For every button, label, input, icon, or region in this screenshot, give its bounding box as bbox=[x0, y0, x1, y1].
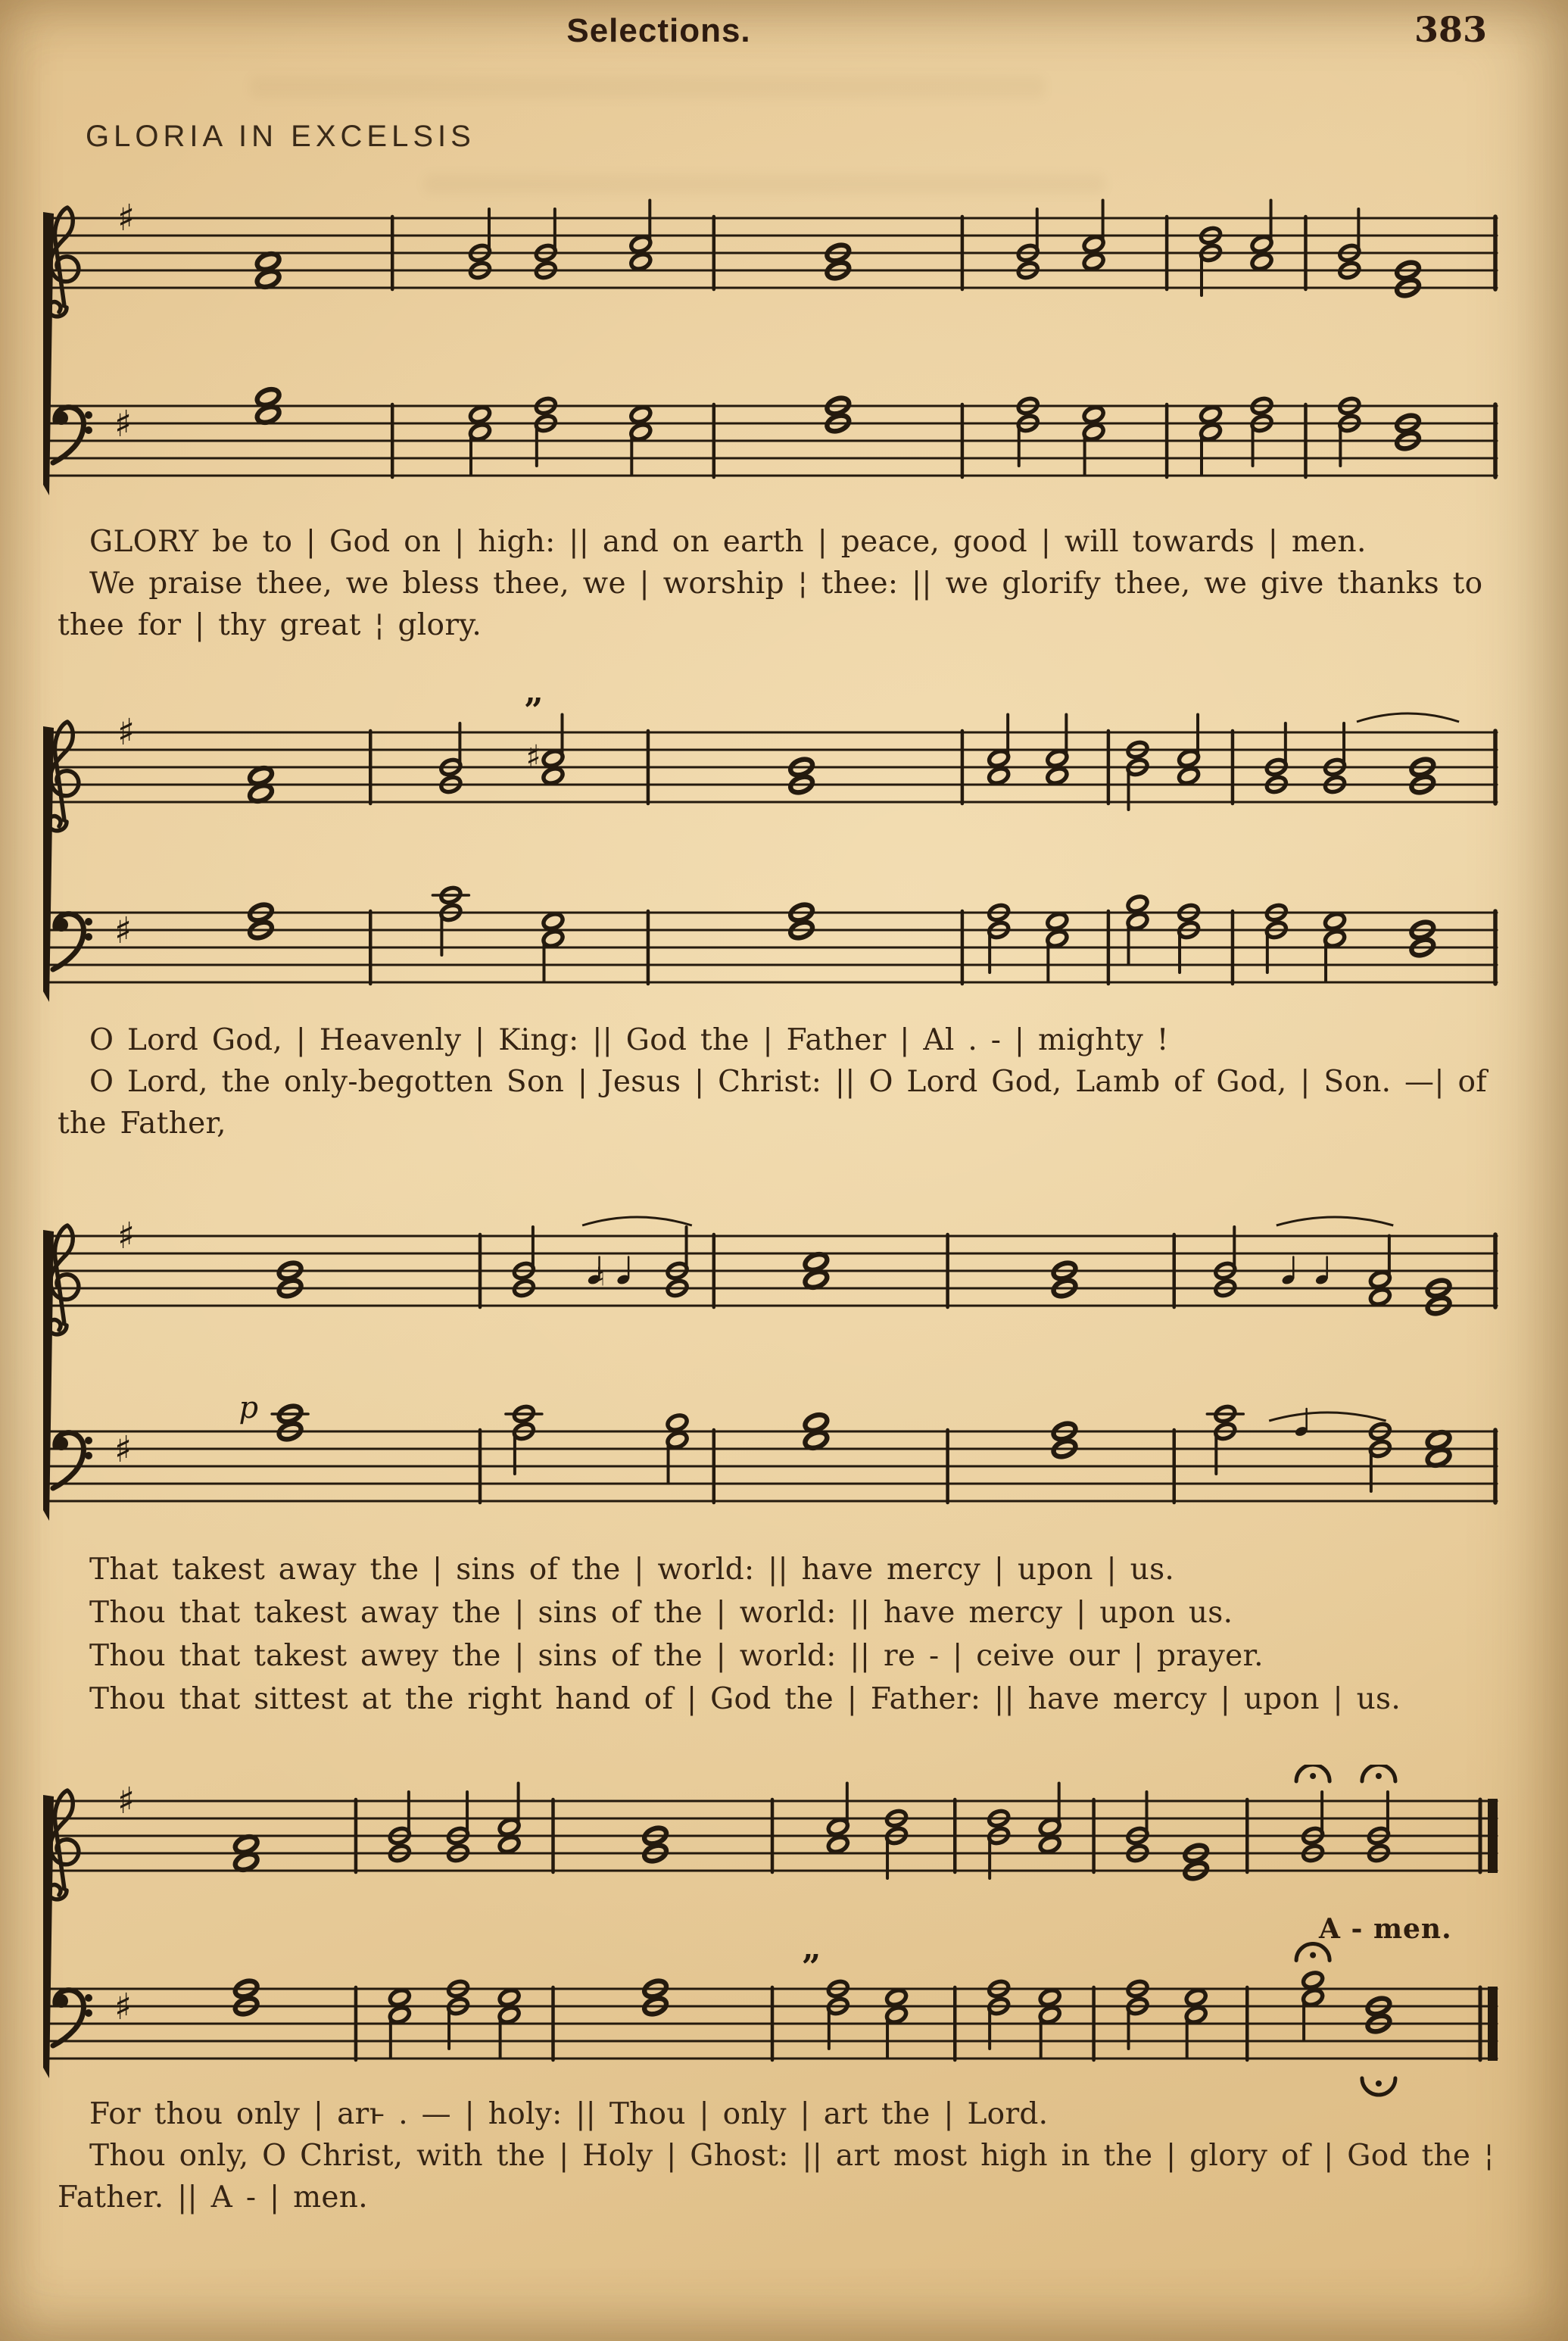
chant-line: We praise thee, we bless thee, we | worship ¦ thee: || we glorify thee, we give thanks to bbox=[89, 567, 1483, 601]
chant-line: GLORY be to | God on | high: || and on earth | peace, good | will towards | men. bbox=[89, 525, 1367, 559]
svg-text:♯: ♯ bbox=[117, 1215, 136, 1257]
svg-text:♯: ♯ bbox=[117, 1780, 136, 1822]
chant-line: That takest away the | sins of the | world: || have mercy | upon | us. bbox=[89, 1553, 1175, 1587]
svg-text:♯: ♯ bbox=[114, 403, 132, 445]
print-bleed-ghost bbox=[250, 76, 1045, 98]
music-system-2 bbox=[42, 685, 1515, 1046]
music-notation-svg bbox=[42, 685, 1515, 1043]
chant-text-block-4 bbox=[58, 2093, 1519, 2218]
svg-text:♯: ♯ bbox=[114, 1986, 132, 2028]
chant-text-block-2 bbox=[58, 1019, 1519, 1144]
music-notation-svg bbox=[42, 1765, 1515, 2119]
chant-line: Thou only, O Christ, with the | Holy | Ghost: || art most high in the | glory of | God the ¦ bbox=[89, 2139, 1495, 2173]
chant-line: O Lord, the only-begotten Son | Jesus | Christ: || O Lord God, Lamb of God, | Son. —| of bbox=[89, 1065, 1487, 1099]
music-system-1 bbox=[42, 180, 1515, 539]
music-notation-svg bbox=[42, 180, 1515, 536]
chant-line: Thou that takest away the | sins of the | world: || have mercy | upon us. bbox=[89, 1596, 1233, 1630]
chant-line: Thou that takest awɐy the | sins of the | world: || re - | ceive our | prayer. bbox=[89, 1639, 1264, 1673]
music-system-3 bbox=[42, 1198, 1515, 1565]
svg-text:”: ” bbox=[523, 691, 544, 730]
amen-label: A - men. bbox=[1319, 1913, 1452, 1945]
svg-text:♯: ♯ bbox=[114, 1428, 132, 1471]
chant-line: For thou only | arͱ . — | holy: || Thou | only | art the | Lord. bbox=[89, 2097, 1049, 2131]
chant-text-block-1 bbox=[58, 521, 1519, 646]
music-notation-svg bbox=[42, 1198, 1515, 1562]
svg-text:♯: ♯ bbox=[117, 711, 136, 754]
chant-line: O Lord God, | Heavenly | King: || God the | Father | Al . - | mighty ! bbox=[89, 1023, 1169, 1057]
chant-line: Thou that sittest at the right hand of | God the | Father: || have mercy | upon | us. bbox=[89, 1682, 1401, 1716]
chant-line: Father. || A - | men. bbox=[58, 2180, 368, 2215]
svg-text:p: p bbox=[238, 1391, 259, 1425]
chant-line: thee for | thy great ¦ glory. bbox=[58, 608, 482, 642]
svg-text:”: ” bbox=[801, 1948, 821, 1987]
svg-text:♯: ♯ bbox=[114, 910, 132, 952]
chant-text-block-3 bbox=[58, 1548, 1519, 1721]
page-number: 383 bbox=[1414, 9, 1488, 50]
svg-text:♯: ♯ bbox=[525, 738, 541, 776]
running-header: Selections. bbox=[566, 12, 751, 49]
svg-text:♯: ♯ bbox=[117, 197, 136, 239]
chant-line: the Father, bbox=[58, 1107, 226, 1141]
svg-text:♮: ♮ bbox=[596, 1262, 606, 1293]
music-system-4 bbox=[42, 1765, 1515, 2122]
section-title: GLORIA IN EXCELSIS bbox=[86, 120, 475, 153]
